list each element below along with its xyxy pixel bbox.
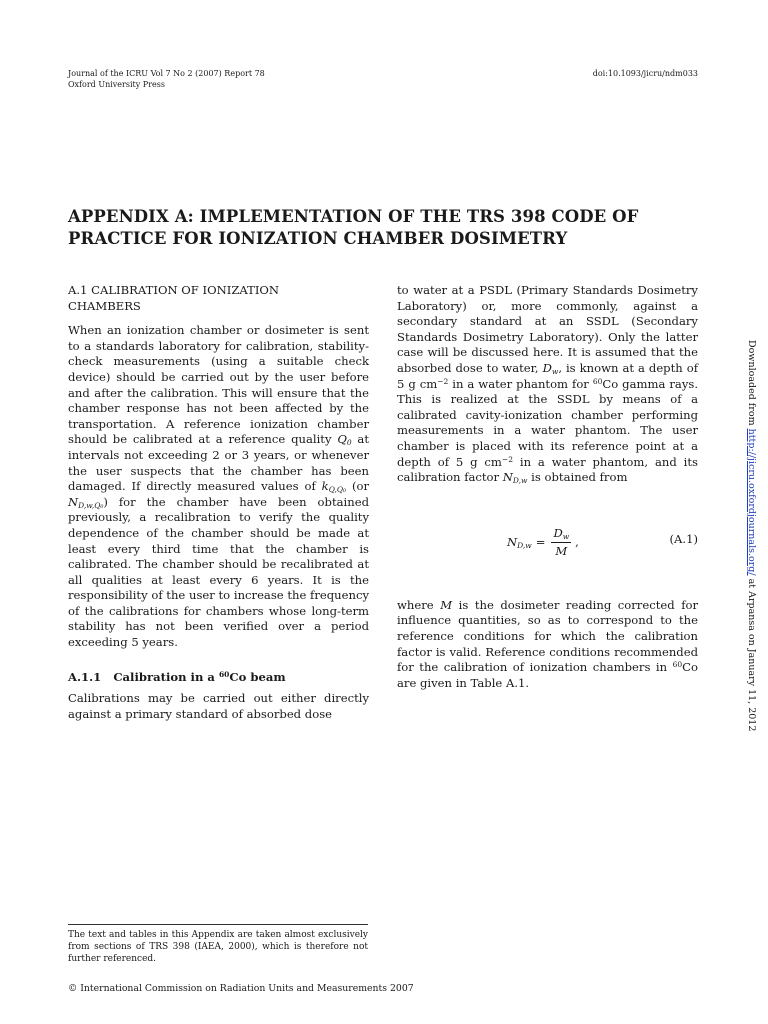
text-run: where	[397, 597, 441, 612]
right-column	[397, 283, 698, 691]
reading-paragraph	[397, 598, 698, 692]
footnote-rule	[68, 924, 368, 925]
isotope-sup: 60	[672, 660, 683, 670]
text-run: , is known at a depth of 5 g cm	[397, 360, 698, 391]
journal-link[interactable]: http://jicru.oxfordjournals.org/	[746, 428, 757, 576]
text-run: (or	[346, 479, 369, 494]
calibration-paragraph	[68, 323, 369, 650]
ssdl-paragraph	[397, 283, 698, 486]
section-heading-line-2: CHAMBERS	[68, 298, 141, 313]
eq-num-symbol: D	[553, 525, 563, 540]
eq-numerator	[551, 526, 571, 544]
download-notice	[745, 340, 757, 732]
left-column	[68, 283, 369, 722]
symbol-n: N	[68, 494, 79, 509]
journal-line: Journal of the ICRU Vol 7 No 2 (2007) Report 78	[68, 69, 265, 78]
symbol-q: Q	[337, 432, 347, 447]
text-run: Co gamma rays. This is realized at the SSDL by means of a calibrated cavity-ionization chamber performing measurements in a water phantom. The user chamber is placed with its reference point at a depth of 5 g cm	[397, 376, 699, 469]
symbol-k-sub: Q,Q₀	[328, 485, 347, 495]
eq-lhs-sub: D,w	[517, 541, 532, 551]
section-heading	[68, 283, 369, 314]
footnote: The text and tables in this Appendix are taken almost exclusively from sections of TRS 398 (IAEA, 2000), which is therefore not further referenced.	[68, 930, 368, 964]
title-line-1: APPENDIX A: IMPLEMENTATION OF THE TRS 398 CODE OF	[68, 207, 639, 226]
text-run: in a water phantom, and its calibration factor	[397, 454, 698, 485]
equation-body	[507, 526, 579, 560]
equation-a1	[397, 514, 698, 574]
exponent: −2	[437, 376, 449, 386]
subsection-heading	[68, 670, 369, 686]
symbol-q-sub: 0	[346, 438, 352, 448]
eq-lhs: N	[507, 535, 518, 550]
text-run: ) for the chamber have been obtained previously, a recalibration to verify the quality dependence of the chamber should be made at least every third time that the chamber is calibrated. The chamber should be recalibrated at all qualities at least every 6 years. It is the responsibility of the user to increase the frequency of the calibrations for chambers whose long-term stability has not been verified over a period exceeding 5 years.	[68, 494, 369, 650]
symbol-n: N	[502, 470, 513, 485]
text-run: is obtained from	[527, 470, 628, 485]
symbol-n-sub: D,w	[512, 476, 528, 486]
publisher-line: Oxford University Press	[68, 80, 165, 89]
journal-header	[68, 68, 265, 90]
equation-number: (A.1)	[669, 531, 698, 546]
text-run: Co beam	[229, 669, 286, 684]
text-run: is the dosimeter reading corrected for influence quantities, so as to correspond to the reference conditions for which the calibration factor is valid. Reference conditions recommended for the calibration of ionization chambers in	[397, 597, 699, 675]
symbol-k: k	[321, 479, 329, 494]
text-run: Co are given in Table A.1.	[397, 660, 698, 690]
eq-fraction	[551, 526, 571, 560]
appendix-title	[68, 206, 700, 250]
copyright: © International Commission on Radiation Units and Measurements 2007	[68, 983, 414, 994]
eq-comma: ,	[575, 535, 579, 550]
text-run: When an ionization chamber or dosimeter is sent to a standards laboratory for calibration, stability-check measurements (using a suitable check device) should be carried out by the user before and after the calibration. This will ensure that the chamber response has not been affected by the transportation. A reference ionization chamber should be calibrated at a reference quality	[68, 323, 369, 447]
eq-denominator: M	[555, 544, 568, 559]
calibration-intro-paragraph: Calibrations may be carried out either directly against a primary standard of absorbed dose	[68, 691, 369, 721]
text-run: to water at a PSDL (Primary Standards Dosimetry Laboratory) or, more commonly, against a secondary standard at an SSDL (Secondary Standards Dosimetry Laboratory). Only the latter case will be discussed here. It is assumed that the absorbed dose to water,	[397, 283, 698, 375]
isotope-sup: 60	[218, 669, 230, 679]
eq-equals: =	[535, 535, 546, 550]
download-suffix: at Arpansa on January 11, 2012	[746, 575, 757, 732]
symbol-m: M	[440, 597, 453, 612]
symbol-n-sub: D,w,Q₀	[78, 500, 104, 510]
isotope-sup: 60	[592, 376, 603, 386]
eq-num-sub: w	[562, 531, 570, 541]
text-run: at intervals not exceeding 2 or 3 years, or whenever the user suspects that the chamber has been damaged. If directly measured values of	[68, 432, 369, 494]
exponent: −2	[501, 454, 513, 464]
text-run: Calibration in a	[113, 669, 219, 684]
text-run: in a water phantom for	[448, 376, 593, 391]
doi-header: doi:10.1093/jicru/ndm033	[592, 69, 698, 78]
download-prefix: Downloaded from	[746, 340, 757, 429]
title-line-2: PRACTICE FOR IONIZATION CHAMBER DOSIMETRY	[68, 229, 568, 248]
symbol-d-sub: w	[551, 366, 559, 376]
subsection-number: A.1.1	[68, 669, 102, 684]
section-heading-line-1: A.1 CALIBRATION OF IONIZATION	[68, 283, 280, 297]
symbol-d: D	[542, 360, 552, 375]
